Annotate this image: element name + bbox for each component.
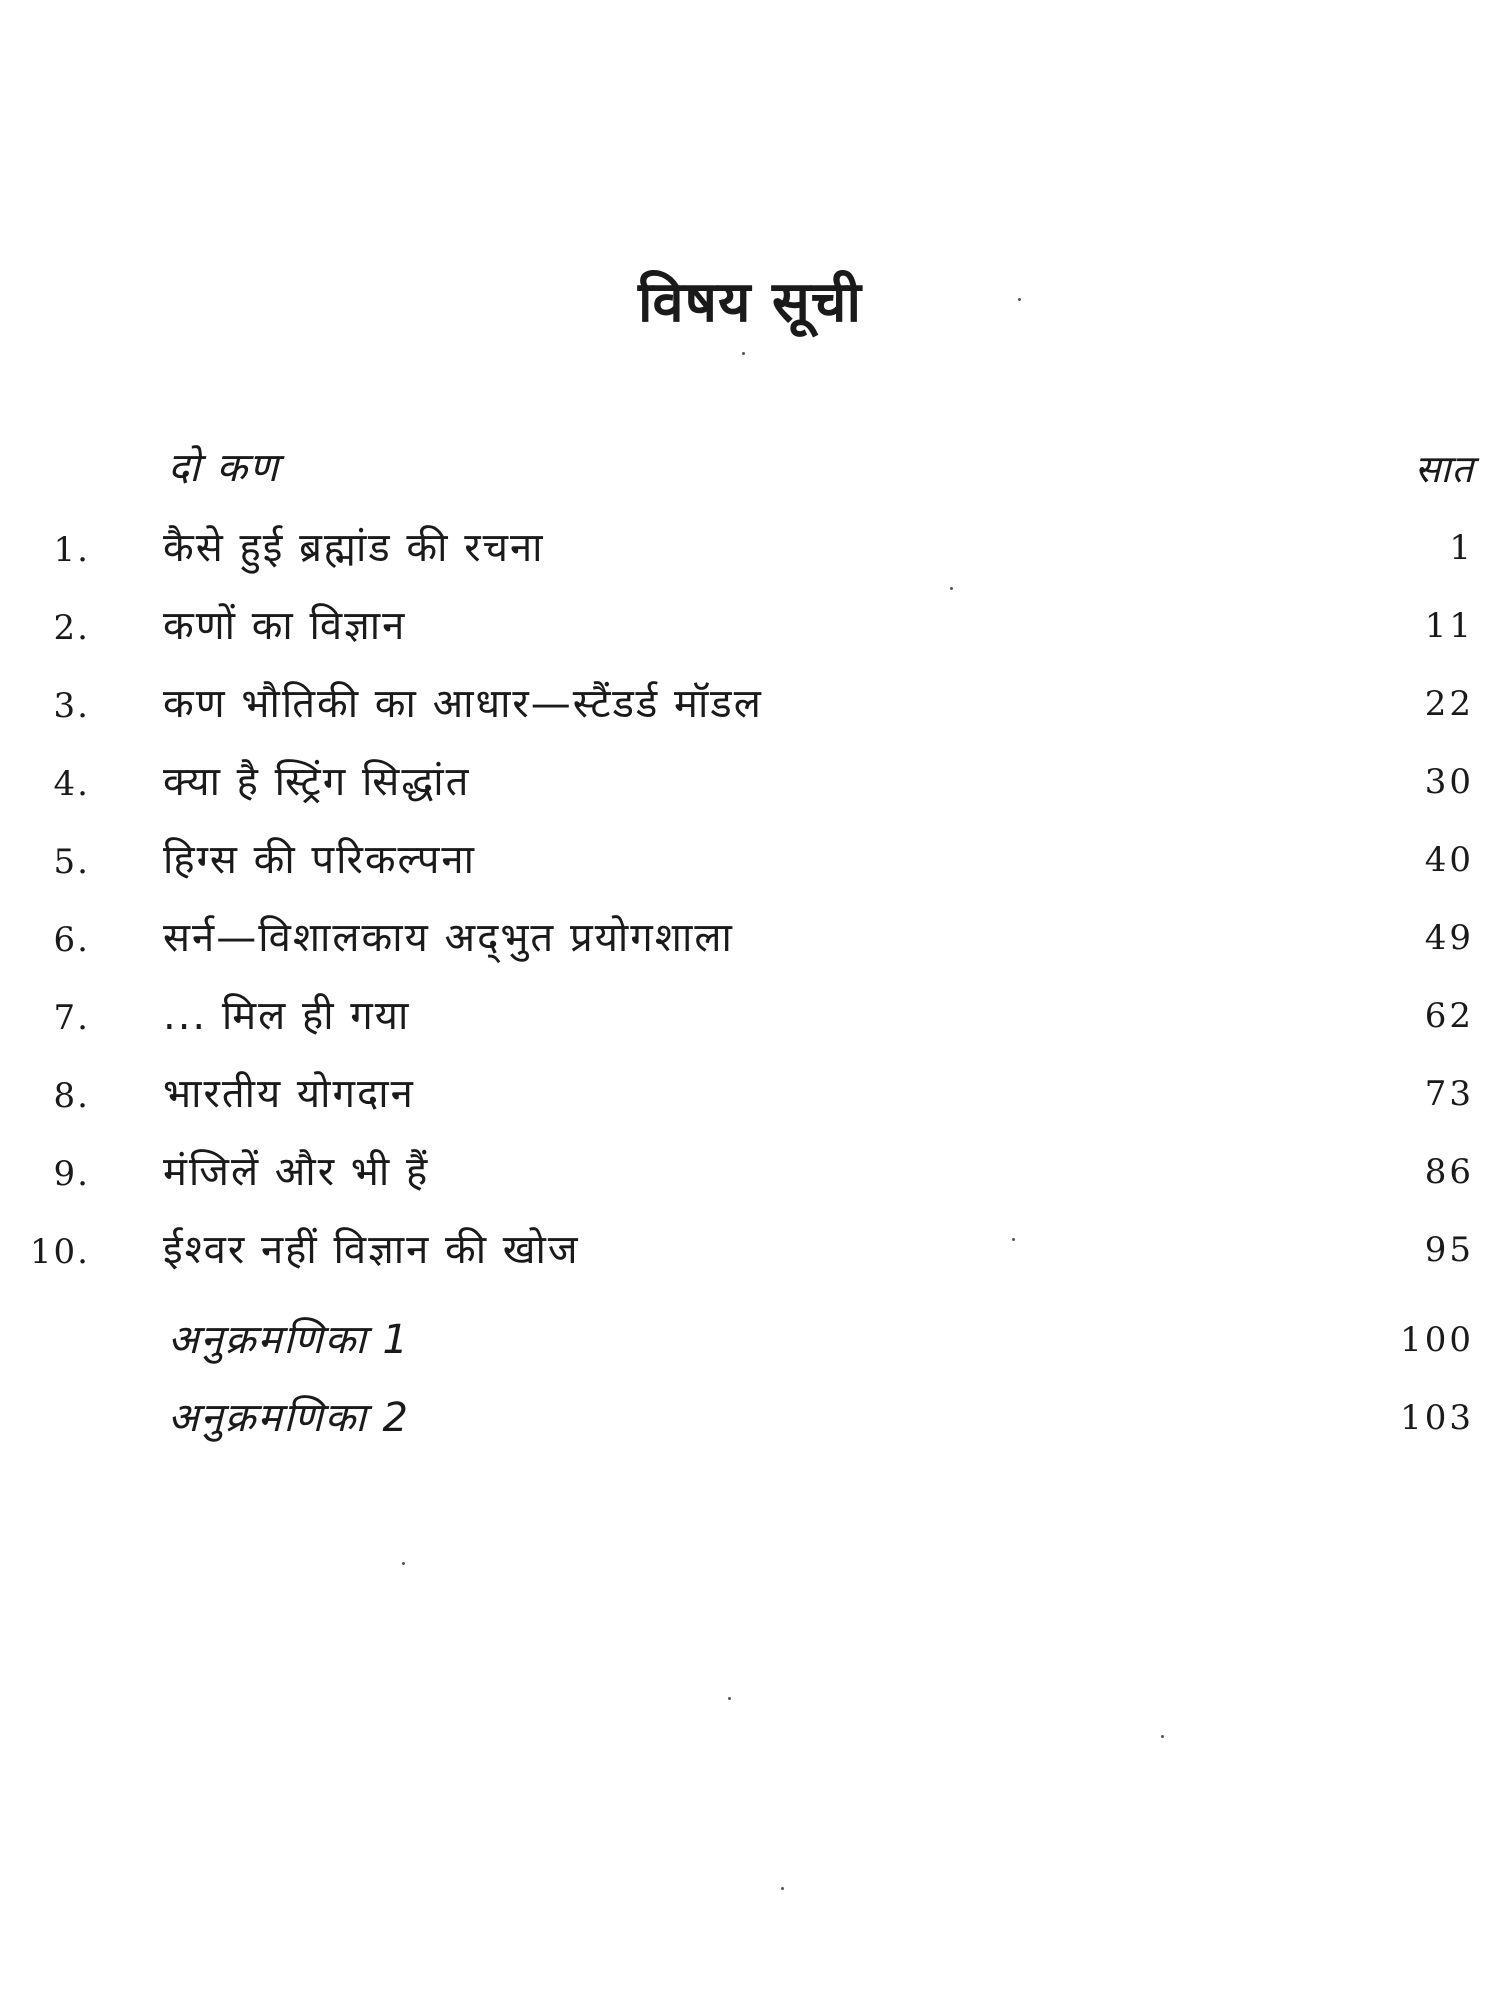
toc-row-chapter-6[interactable]	[0, 908, 1500, 968]
toc-row-appendix-2[interactable]	[0, 1388, 1500, 1448]
toc-entry-label: ... मिल ही गया	[163, 993, 411, 1039]
toc-entry-page: 11	[1424, 606, 1474, 646]
toc-entry-page: 62	[1424, 996, 1474, 1036]
toc-entry-number: 10.	[29, 1232, 90, 1272]
toc-entry-label: कण भौतिकी का आधार—स्टैंडर्ड मॉडल	[163, 681, 763, 727]
toc-row-chapter-3[interactable]	[0, 674, 1500, 734]
toc-row-chapter-8[interactable]	[0, 1064, 1500, 1124]
toc-row-chapter-10[interactable]	[0, 1220, 1500, 1280]
toc-entry-page: 40	[1424, 840, 1474, 880]
toc-row-chapter-2[interactable]	[0, 596, 1500, 656]
toc-entry-number: 3.	[53, 686, 90, 726]
toc-entry-page: 73	[1424, 1074, 1474, 1114]
scan-speck	[728, 1697, 731, 1700]
toc-row-appendix-1[interactable]	[0, 1310, 1500, 1370]
toc-entry-page: 22	[1424, 684, 1474, 724]
toc-entry-page: 100	[1400, 1320, 1474, 1360]
toc-entry-page: 103	[1400, 1398, 1474, 1438]
toc-entry-number: 1.	[53, 530, 90, 570]
toc-entry-page: 86	[1424, 1152, 1474, 1192]
toc-entry-page: 95	[1424, 1230, 1474, 1270]
toc-entry-number: 8.	[53, 1076, 90, 1116]
toc-entry-number: 6.	[53, 920, 90, 960]
toc-entry-number: 7.	[53, 998, 90, 1038]
toc-entry-label: भारतीय योगदान	[163, 1071, 415, 1117]
toc-entry-page: सात	[1414, 447, 1474, 491]
toc-row-chapter-7[interactable]	[0, 986, 1500, 1046]
toc-row-chapter-9[interactable]	[0, 1142, 1500, 1202]
toc-row-preface[interactable]	[0, 438, 1500, 498]
toc-entry-label: ईश्वर नहीं विज्ञान की खोज	[163, 1227, 580, 1273]
toc-entry-label: दो कण	[168, 445, 280, 491]
toc-entry-label: मंजिलें और भी हैं	[163, 1149, 430, 1195]
scan-speck	[781, 1887, 784, 1890]
toc-row-chapter-4[interactable]	[0, 752, 1500, 812]
toc-row-chapter-5[interactable]	[0, 830, 1500, 890]
toc-entry-label: अनुक्रमणिका 1	[168, 1317, 410, 1363]
scan-speck	[950, 587, 953, 590]
page-title: विषय सूची	[638, 270, 862, 335]
toc-row-chapter-1[interactable]	[0, 518, 1500, 578]
toc-entry-label: कैसे हुई ब्रह्मांड की रचना	[163, 525, 545, 571]
scan-speck	[1161, 1735, 1164, 1738]
toc-entry-label: सर्न—विशालकाय अद्‌भुत प्रयोगशाला	[163, 915, 734, 961]
scan-speck	[742, 352, 745, 355]
toc-entry-number: 5.	[53, 842, 90, 882]
toc-entry-page: 49	[1424, 918, 1474, 958]
toc-entry-page: 30	[1424, 762, 1474, 802]
scan-speck	[1018, 298, 1021, 301]
toc-entry-number: 9.	[53, 1154, 90, 1194]
toc-entry-page: 1	[1449, 528, 1474, 568]
toc-entry-label: क्या है स्ट्रिंग सिद्धांत	[163, 759, 471, 805]
toc-entry-number: 4.	[53, 764, 90, 804]
scan-speck	[1012, 1238, 1015, 1241]
toc-entry-label: अनुक्रमणिका 2	[168, 1395, 410, 1441]
toc-entry-number: 2.	[53, 608, 90, 648]
scan-speck	[402, 1562, 405, 1565]
toc-entry-label: हिग्स की परिकल्पना	[163, 837, 476, 883]
toc-entry-label: कणों का विज्ञान	[163, 603, 407, 649]
